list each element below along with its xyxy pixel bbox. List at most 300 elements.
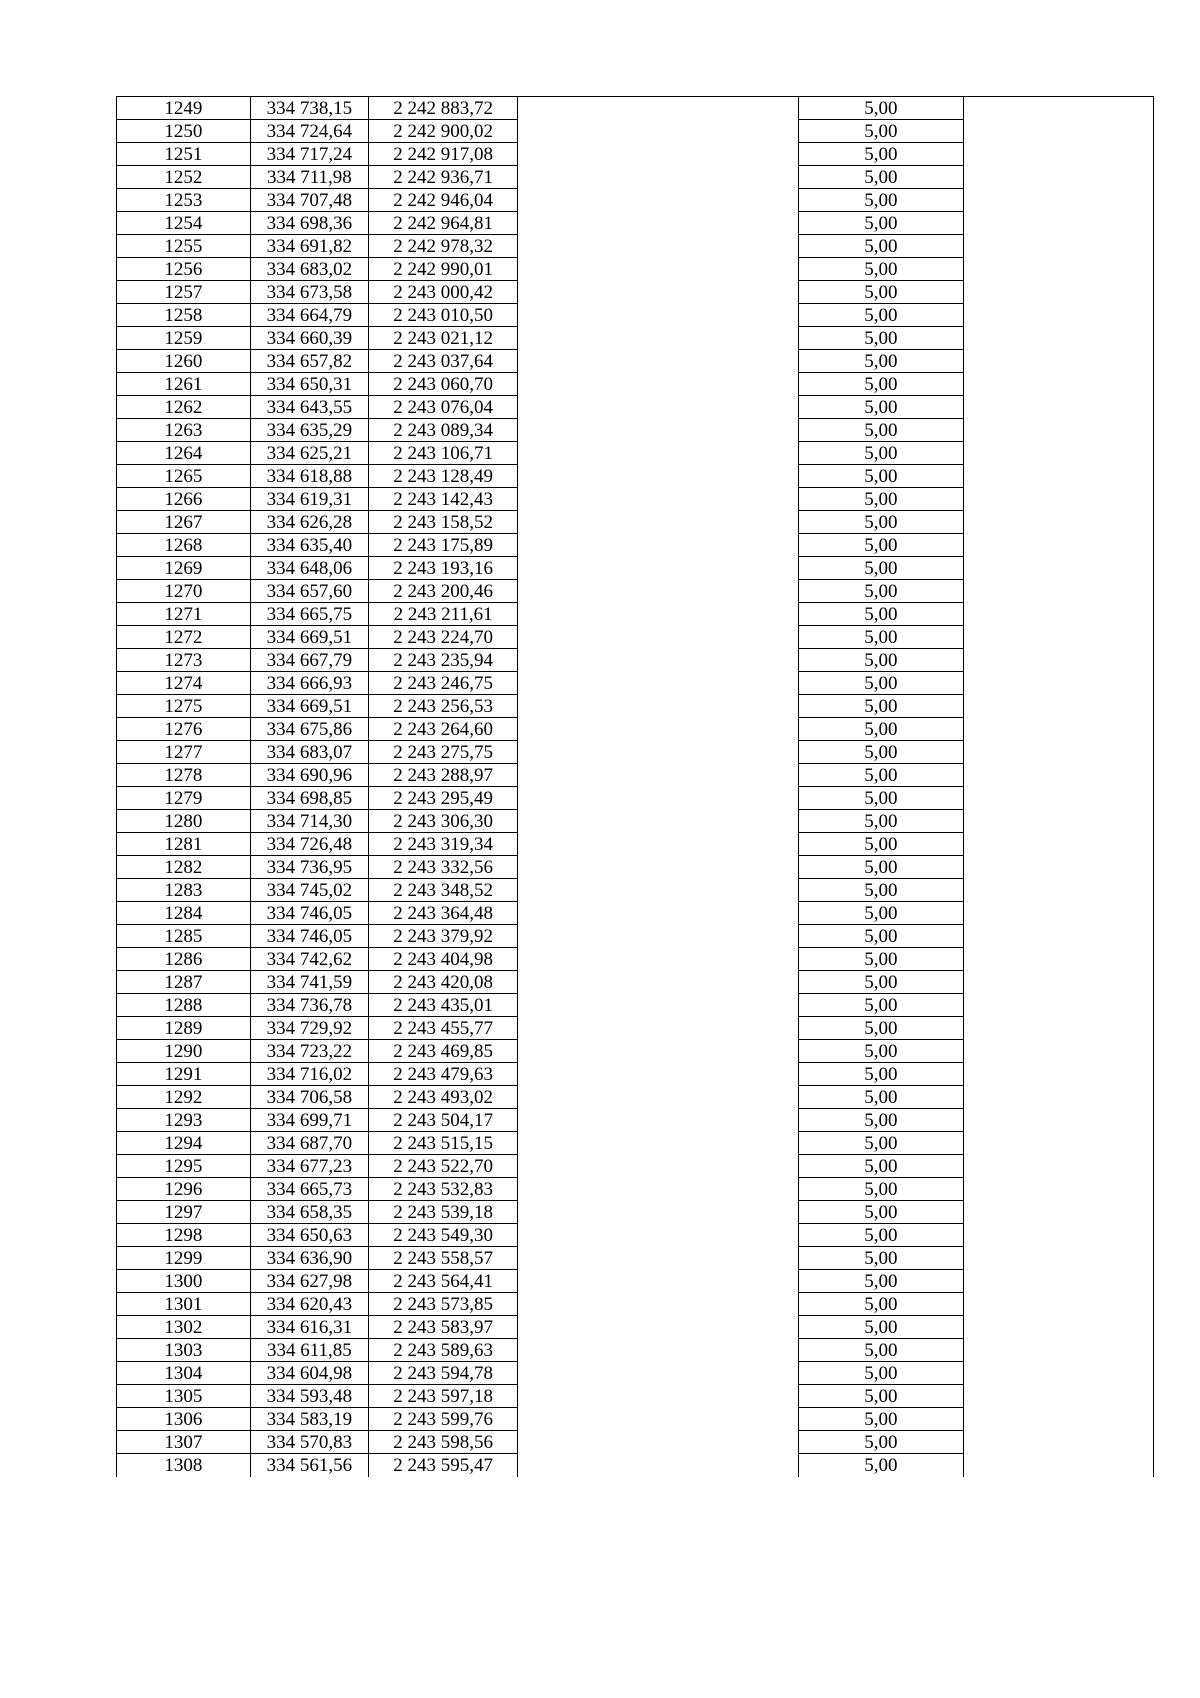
empty-cell <box>518 189 799 212</box>
empty-cell <box>963 994 1153 1017</box>
distance-cell: 5,00 <box>799 971 964 994</box>
point-number-cell: 1281 <box>117 833 251 856</box>
distance-cell: 5,00 <box>799 1316 964 1339</box>
table-row <box>117 1362 1154 1385</box>
empty-cell <box>963 488 1153 511</box>
distance-cell: 5,00 <box>799 833 964 856</box>
point-number-cell: 1307 <box>117 1431 251 1454</box>
x-coordinate-cell: 334 657,82 <box>250 350 368 373</box>
y-coordinate-cell: 2 243 379,92 <box>369 925 518 948</box>
table-row <box>117 442 1154 465</box>
empty-cell <box>518 534 799 557</box>
distance-cell: 5,00 <box>799 327 964 350</box>
distance-cell: 5,00 <box>799 856 964 879</box>
empty-cell <box>963 258 1153 281</box>
empty-cell <box>963 925 1153 948</box>
point-number-cell: 1308 <box>117 1454 251 1477</box>
empty-cell <box>518 120 799 143</box>
empty-cell <box>518 235 799 258</box>
y-coordinate-cell: 2 243 420,08 <box>369 971 518 994</box>
y-coordinate-cell: 2 243 128,49 <box>369 465 518 488</box>
empty-cell <box>518 557 799 580</box>
table-row <box>117 1109 1154 1132</box>
y-coordinate-cell: 2 243 404,98 <box>369 948 518 971</box>
x-coordinate-cell: 334 690,96 <box>250 764 368 787</box>
point-number-cell: 1271 <box>117 603 251 626</box>
point-number-cell: 1301 <box>117 1293 251 1316</box>
x-coordinate-cell: 334 683,02 <box>250 258 368 281</box>
x-coordinate-cell: 334 627,98 <box>250 1270 368 1293</box>
point-number-cell: 1275 <box>117 695 251 718</box>
point-number-cell: 1303 <box>117 1339 251 1362</box>
table-row <box>117 1339 1154 1362</box>
y-coordinate-cell: 2 243 549,30 <box>369 1224 518 1247</box>
x-coordinate-cell: 334 724,64 <box>250 120 368 143</box>
empty-cell <box>518 143 799 166</box>
x-coordinate-cell: 334 741,59 <box>250 971 368 994</box>
empty-cell <box>518 327 799 350</box>
empty-cell <box>963 787 1153 810</box>
y-coordinate-cell: 2 243 106,71 <box>369 442 518 465</box>
point-number-cell: 1293 <box>117 1109 251 1132</box>
x-coordinate-cell: 334 746,05 <box>250 902 368 925</box>
x-coordinate-cell: 334 742,62 <box>250 948 368 971</box>
table-row <box>117 1086 1154 1109</box>
table-row <box>117 718 1154 741</box>
empty-cell <box>518 718 799 741</box>
distance-cell: 5,00 <box>799 672 964 695</box>
y-coordinate-cell: 2 243 594,78 <box>369 1362 518 1385</box>
y-coordinate-cell: 2 243 010,50 <box>369 304 518 327</box>
y-coordinate-cell: 2 243 558,57 <box>369 1247 518 1270</box>
empty-cell <box>518 258 799 281</box>
y-coordinate-cell: 2 243 522,70 <box>369 1155 518 1178</box>
y-coordinate-cell: 2 243 175,89 <box>369 534 518 557</box>
distance-cell: 5,00 <box>799 1454 964 1477</box>
empty-cell <box>518 1247 799 1270</box>
table-row <box>117 488 1154 511</box>
empty-cell <box>963 1385 1153 1408</box>
y-coordinate-cell: 2 243 224,70 <box>369 626 518 649</box>
distance-cell: 5,00 <box>799 1293 964 1316</box>
point-number-cell: 1279 <box>117 787 251 810</box>
point-number-cell: 1253 <box>117 189 251 212</box>
table-row <box>117 1247 1154 1270</box>
empty-cell <box>518 810 799 833</box>
y-coordinate-cell: 2 243 060,70 <box>369 373 518 396</box>
empty-cell <box>518 971 799 994</box>
empty-cell <box>518 396 799 419</box>
distance-cell: 5,00 <box>799 419 964 442</box>
empty-cell <box>963 1247 1153 1270</box>
point-number-cell: 1284 <box>117 902 251 925</box>
x-coordinate-cell: 334 658,35 <box>250 1201 368 1224</box>
empty-cell <box>518 856 799 879</box>
y-coordinate-cell: 2 242 900,02 <box>369 120 518 143</box>
table-row <box>117 465 1154 488</box>
y-coordinate-cell: 2 243 256,53 <box>369 695 518 718</box>
point-number-cell: 1291 <box>117 1063 251 1086</box>
x-coordinate-cell: 334 620,43 <box>250 1293 368 1316</box>
table-row <box>117 925 1154 948</box>
empty-cell <box>963 534 1153 557</box>
table-row <box>117 603 1154 626</box>
y-coordinate-cell: 2 243 193,16 <box>369 557 518 580</box>
coordinates-table-body <box>117 97 1154 1477</box>
y-coordinate-cell: 2 243 211,61 <box>369 603 518 626</box>
y-coordinate-cell: 2 242 917,08 <box>369 143 518 166</box>
empty-cell <box>518 649 799 672</box>
empty-cell <box>963 1408 1153 1431</box>
empty-cell <box>518 511 799 534</box>
table-row <box>117 787 1154 810</box>
table-row <box>117 557 1154 580</box>
table-row <box>117 1178 1154 1201</box>
empty-cell <box>518 1086 799 1109</box>
empty-cell <box>518 212 799 235</box>
point-number-cell: 1272 <box>117 626 251 649</box>
empty-cell <box>518 1132 799 1155</box>
empty-cell <box>963 1063 1153 1086</box>
y-coordinate-cell: 2 243 200,46 <box>369 580 518 603</box>
empty-cell <box>518 1362 799 1385</box>
empty-cell <box>518 1155 799 1178</box>
y-coordinate-cell: 2 243 435,01 <box>369 994 518 1017</box>
point-number-cell: 1250 <box>117 120 251 143</box>
distance-cell: 5,00 <box>799 787 964 810</box>
coordinates-table <box>116 96 1154 1477</box>
empty-cell <box>963 1132 1153 1155</box>
distance-cell: 5,00 <box>799 1040 964 1063</box>
table-row <box>117 1063 1154 1086</box>
x-coordinate-cell: 334 683,07 <box>250 741 368 764</box>
x-coordinate-cell: 334 619,31 <box>250 488 368 511</box>
empty-cell <box>963 1040 1153 1063</box>
empty-cell <box>518 879 799 902</box>
empty-cell <box>963 281 1153 304</box>
y-coordinate-cell: 2 243 597,18 <box>369 1385 518 1408</box>
table-row <box>117 511 1154 534</box>
empty-cell <box>963 1109 1153 1132</box>
distance-cell: 5,00 <box>799 212 964 235</box>
y-coordinate-cell: 2 243 275,75 <box>369 741 518 764</box>
y-coordinate-cell: 2 243 598,56 <box>369 1431 518 1454</box>
y-coordinate-cell: 2 243 469,85 <box>369 1040 518 1063</box>
distance-cell: 5,00 <box>799 994 964 1017</box>
empty-cell <box>518 925 799 948</box>
empty-cell <box>518 373 799 396</box>
point-number-cell: 1274 <box>117 672 251 695</box>
point-number-cell: 1300 <box>117 1270 251 1293</box>
x-coordinate-cell: 334 657,60 <box>250 580 368 603</box>
x-coordinate-cell: 334 736,78 <box>250 994 368 1017</box>
empty-cell <box>518 1178 799 1201</box>
point-number-cell: 1285 <box>117 925 251 948</box>
point-number-cell: 1298 <box>117 1224 251 1247</box>
empty-cell <box>963 557 1153 580</box>
table-row <box>117 948 1154 971</box>
empty-cell <box>963 695 1153 718</box>
table-row <box>117 143 1154 166</box>
x-coordinate-cell: 334 699,71 <box>250 1109 368 1132</box>
empty-cell <box>518 304 799 327</box>
x-coordinate-cell: 334 745,02 <box>250 879 368 902</box>
empty-cell <box>963 396 1153 419</box>
empty-cell <box>963 1086 1153 1109</box>
distance-cell: 5,00 <box>799 166 964 189</box>
distance-cell: 5,00 <box>799 1178 964 1201</box>
empty-cell <box>963 1270 1153 1293</box>
empty-cell <box>963 212 1153 235</box>
point-number-cell: 1299 <box>117 1247 251 1270</box>
empty-cell <box>518 1408 799 1431</box>
y-coordinate-cell: 2 243 348,52 <box>369 879 518 902</box>
table-row <box>117 1454 1154 1477</box>
distance-cell: 5,00 <box>799 649 964 672</box>
point-number-cell: 1270 <box>117 580 251 603</box>
empty-cell <box>518 994 799 1017</box>
point-number-cell: 1288 <box>117 994 251 1017</box>
empty-cell <box>963 1201 1153 1224</box>
table-row <box>117 258 1154 281</box>
point-number-cell: 1306 <box>117 1408 251 1431</box>
distance-cell: 5,00 <box>799 1201 964 1224</box>
x-coordinate-cell: 334 665,73 <box>250 1178 368 1201</box>
point-number-cell: 1290 <box>117 1040 251 1063</box>
empty-cell <box>518 97 799 120</box>
y-coordinate-cell: 2 243 515,15 <box>369 1132 518 1155</box>
empty-cell <box>518 672 799 695</box>
point-number-cell: 1287 <box>117 971 251 994</box>
distance-cell: 5,00 <box>799 488 964 511</box>
empty-cell <box>963 902 1153 925</box>
empty-cell <box>963 189 1153 212</box>
y-coordinate-cell: 2 242 936,71 <box>369 166 518 189</box>
point-number-cell: 1297 <box>117 1201 251 1224</box>
point-number-cell: 1252 <box>117 166 251 189</box>
point-number-cell: 1278 <box>117 764 251 787</box>
empty-cell <box>963 948 1153 971</box>
table-row <box>117 373 1154 396</box>
table-row <box>117 1316 1154 1339</box>
distance-cell: 5,00 <box>799 396 964 419</box>
empty-cell <box>518 902 799 925</box>
table-row <box>117 97 1154 120</box>
point-number-cell: 1277 <box>117 741 251 764</box>
y-coordinate-cell: 2 243 235,94 <box>369 649 518 672</box>
y-coordinate-cell: 2 243 583,97 <box>369 1316 518 1339</box>
table-row <box>117 189 1154 212</box>
x-coordinate-cell: 334 687,70 <box>250 1132 368 1155</box>
y-coordinate-cell: 2 243 142,43 <box>369 488 518 511</box>
y-coordinate-cell: 2 242 946,04 <box>369 189 518 212</box>
distance-cell: 5,00 <box>799 810 964 833</box>
empty-cell <box>963 764 1153 787</box>
distance-cell: 5,00 <box>799 281 964 304</box>
table-row <box>117 1201 1154 1224</box>
x-coordinate-cell: 334 583,19 <box>250 1408 368 1431</box>
y-coordinate-cell: 2 243 493,02 <box>369 1086 518 1109</box>
distance-cell: 5,00 <box>799 143 964 166</box>
table-row <box>117 879 1154 902</box>
x-coordinate-cell: 334 736,95 <box>250 856 368 879</box>
x-coordinate-cell: 334 650,63 <box>250 1224 368 1247</box>
x-coordinate-cell: 334 691,82 <box>250 235 368 258</box>
empty-cell <box>963 1155 1153 1178</box>
y-coordinate-cell: 2 242 978,32 <box>369 235 518 258</box>
empty-cell <box>963 833 1153 856</box>
y-coordinate-cell: 2 243 364,48 <box>369 902 518 925</box>
y-coordinate-cell: 2 243 021,12 <box>369 327 518 350</box>
empty-cell <box>518 695 799 718</box>
x-coordinate-cell: 334 636,90 <box>250 1247 368 1270</box>
y-coordinate-cell: 2 242 990,01 <box>369 258 518 281</box>
y-coordinate-cell: 2 243 306,30 <box>369 810 518 833</box>
x-coordinate-cell: 334 706,58 <box>250 1086 368 1109</box>
y-coordinate-cell: 2 243 246,75 <box>369 672 518 695</box>
empty-cell <box>963 327 1153 350</box>
empty-cell <box>518 1224 799 1247</box>
distance-cell: 5,00 <box>799 373 964 396</box>
table-row <box>117 971 1154 994</box>
y-coordinate-cell: 2 243 319,34 <box>369 833 518 856</box>
distance-cell: 5,00 <box>799 1362 964 1385</box>
x-coordinate-cell: 334 669,51 <box>250 695 368 718</box>
distance-cell: 5,00 <box>799 1155 964 1178</box>
distance-cell: 5,00 <box>799 741 964 764</box>
point-number-cell: 1276 <box>117 718 251 741</box>
point-number-cell: 1264 <box>117 442 251 465</box>
x-coordinate-cell: 334 650,31 <box>250 373 368 396</box>
empty-cell <box>518 1293 799 1316</box>
distance-cell: 5,00 <box>799 350 964 373</box>
distance-cell: 5,00 <box>799 258 964 281</box>
y-coordinate-cell: 2 243 532,83 <box>369 1178 518 1201</box>
distance-cell: 5,00 <box>799 902 964 925</box>
table-row <box>117 1385 1154 1408</box>
empty-cell <box>518 1316 799 1339</box>
distance-cell: 5,00 <box>799 764 964 787</box>
distance-cell: 5,00 <box>799 304 964 327</box>
x-coordinate-cell: 334 593,48 <box>250 1385 368 1408</box>
point-number-cell: 1305 <box>117 1385 251 1408</box>
x-coordinate-cell: 334 570,83 <box>250 1431 368 1454</box>
empty-cell <box>963 1431 1153 1454</box>
empty-cell <box>518 465 799 488</box>
empty-cell <box>963 373 1153 396</box>
distance-cell: 5,00 <box>799 948 964 971</box>
y-coordinate-cell: 2 242 883,72 <box>369 97 518 120</box>
empty-cell <box>963 465 1153 488</box>
y-coordinate-cell: 2 243 599,76 <box>369 1408 518 1431</box>
empty-cell <box>963 511 1153 534</box>
distance-cell: 5,00 <box>799 925 964 948</box>
empty-cell <box>963 580 1153 603</box>
point-number-cell: 1283 <box>117 879 251 902</box>
distance-cell: 5,00 <box>799 1086 964 1109</box>
distance-cell: 5,00 <box>799 695 964 718</box>
x-coordinate-cell: 334 561,56 <box>250 1454 368 1477</box>
point-number-cell: 1267 <box>117 511 251 534</box>
y-coordinate-cell: 2 243 479,63 <box>369 1063 518 1086</box>
x-coordinate-cell: 334 635,29 <box>250 419 368 442</box>
x-coordinate-cell: 334 665,75 <box>250 603 368 626</box>
distance-cell: 5,00 <box>799 1270 964 1293</box>
point-number-cell: 1255 <box>117 235 251 258</box>
y-coordinate-cell: 2 243 076,04 <box>369 396 518 419</box>
x-coordinate-cell: 334 669,51 <box>250 626 368 649</box>
table-row <box>117 1293 1154 1316</box>
table-row <box>117 327 1154 350</box>
distance-cell: 5,00 <box>799 235 964 258</box>
empty-cell <box>963 304 1153 327</box>
x-coordinate-cell: 334 738,15 <box>250 97 368 120</box>
point-number-cell: 1296 <box>117 1178 251 1201</box>
point-number-cell: 1286 <box>117 948 251 971</box>
empty-cell <box>963 235 1153 258</box>
y-coordinate-cell: 2 243 000,42 <box>369 281 518 304</box>
point-number-cell: 1304 <box>117 1362 251 1385</box>
distance-cell: 5,00 <box>799 1247 964 1270</box>
distance-cell: 5,00 <box>799 442 964 465</box>
distance-cell: 5,00 <box>799 465 964 488</box>
y-coordinate-cell: 2 243 455,77 <box>369 1017 518 1040</box>
y-coordinate-cell: 2 243 332,56 <box>369 856 518 879</box>
empty-cell <box>963 442 1153 465</box>
table-row <box>117 419 1154 442</box>
empty-cell <box>518 1017 799 1040</box>
x-coordinate-cell: 334 675,86 <box>250 718 368 741</box>
table-row <box>117 626 1154 649</box>
y-coordinate-cell: 2 243 595,47 <box>369 1454 518 1477</box>
table-row <box>117 580 1154 603</box>
y-coordinate-cell: 2 243 564,41 <box>369 1270 518 1293</box>
empty-cell <box>963 1454 1153 1477</box>
empty-cell <box>963 971 1153 994</box>
empty-cell <box>963 626 1153 649</box>
point-number-cell: 1273 <box>117 649 251 672</box>
empty-cell <box>963 1017 1153 1040</box>
empty-cell <box>518 1270 799 1293</box>
table-row <box>117 350 1154 373</box>
table-row <box>117 856 1154 879</box>
distance-cell: 5,00 <box>799 1109 964 1132</box>
y-coordinate-cell: 2 243 037,64 <box>369 350 518 373</box>
x-coordinate-cell: 334 626,28 <box>250 511 368 534</box>
distance-cell: 5,00 <box>799 879 964 902</box>
x-coordinate-cell: 334 723,22 <box>250 1040 368 1063</box>
x-coordinate-cell: 334 726,48 <box>250 833 368 856</box>
table-row <box>117 1017 1154 1040</box>
empty-cell <box>963 810 1153 833</box>
empty-cell <box>963 350 1153 373</box>
distance-cell: 5,00 <box>799 120 964 143</box>
empty-cell <box>963 672 1153 695</box>
point-number-cell: 1269 <box>117 557 251 580</box>
x-coordinate-cell: 334 707,48 <box>250 189 368 212</box>
empty-cell <box>963 1224 1153 1247</box>
empty-cell <box>963 879 1153 902</box>
point-number-cell: 1259 <box>117 327 251 350</box>
table-row <box>117 166 1154 189</box>
x-coordinate-cell: 334 625,21 <box>250 442 368 465</box>
table-row <box>117 212 1154 235</box>
point-number-cell: 1256 <box>117 258 251 281</box>
x-coordinate-cell: 334 618,88 <box>250 465 368 488</box>
y-coordinate-cell: 2 243 504,17 <box>369 1109 518 1132</box>
table-row <box>117 281 1154 304</box>
x-coordinate-cell: 334 729,92 <box>250 1017 368 1040</box>
